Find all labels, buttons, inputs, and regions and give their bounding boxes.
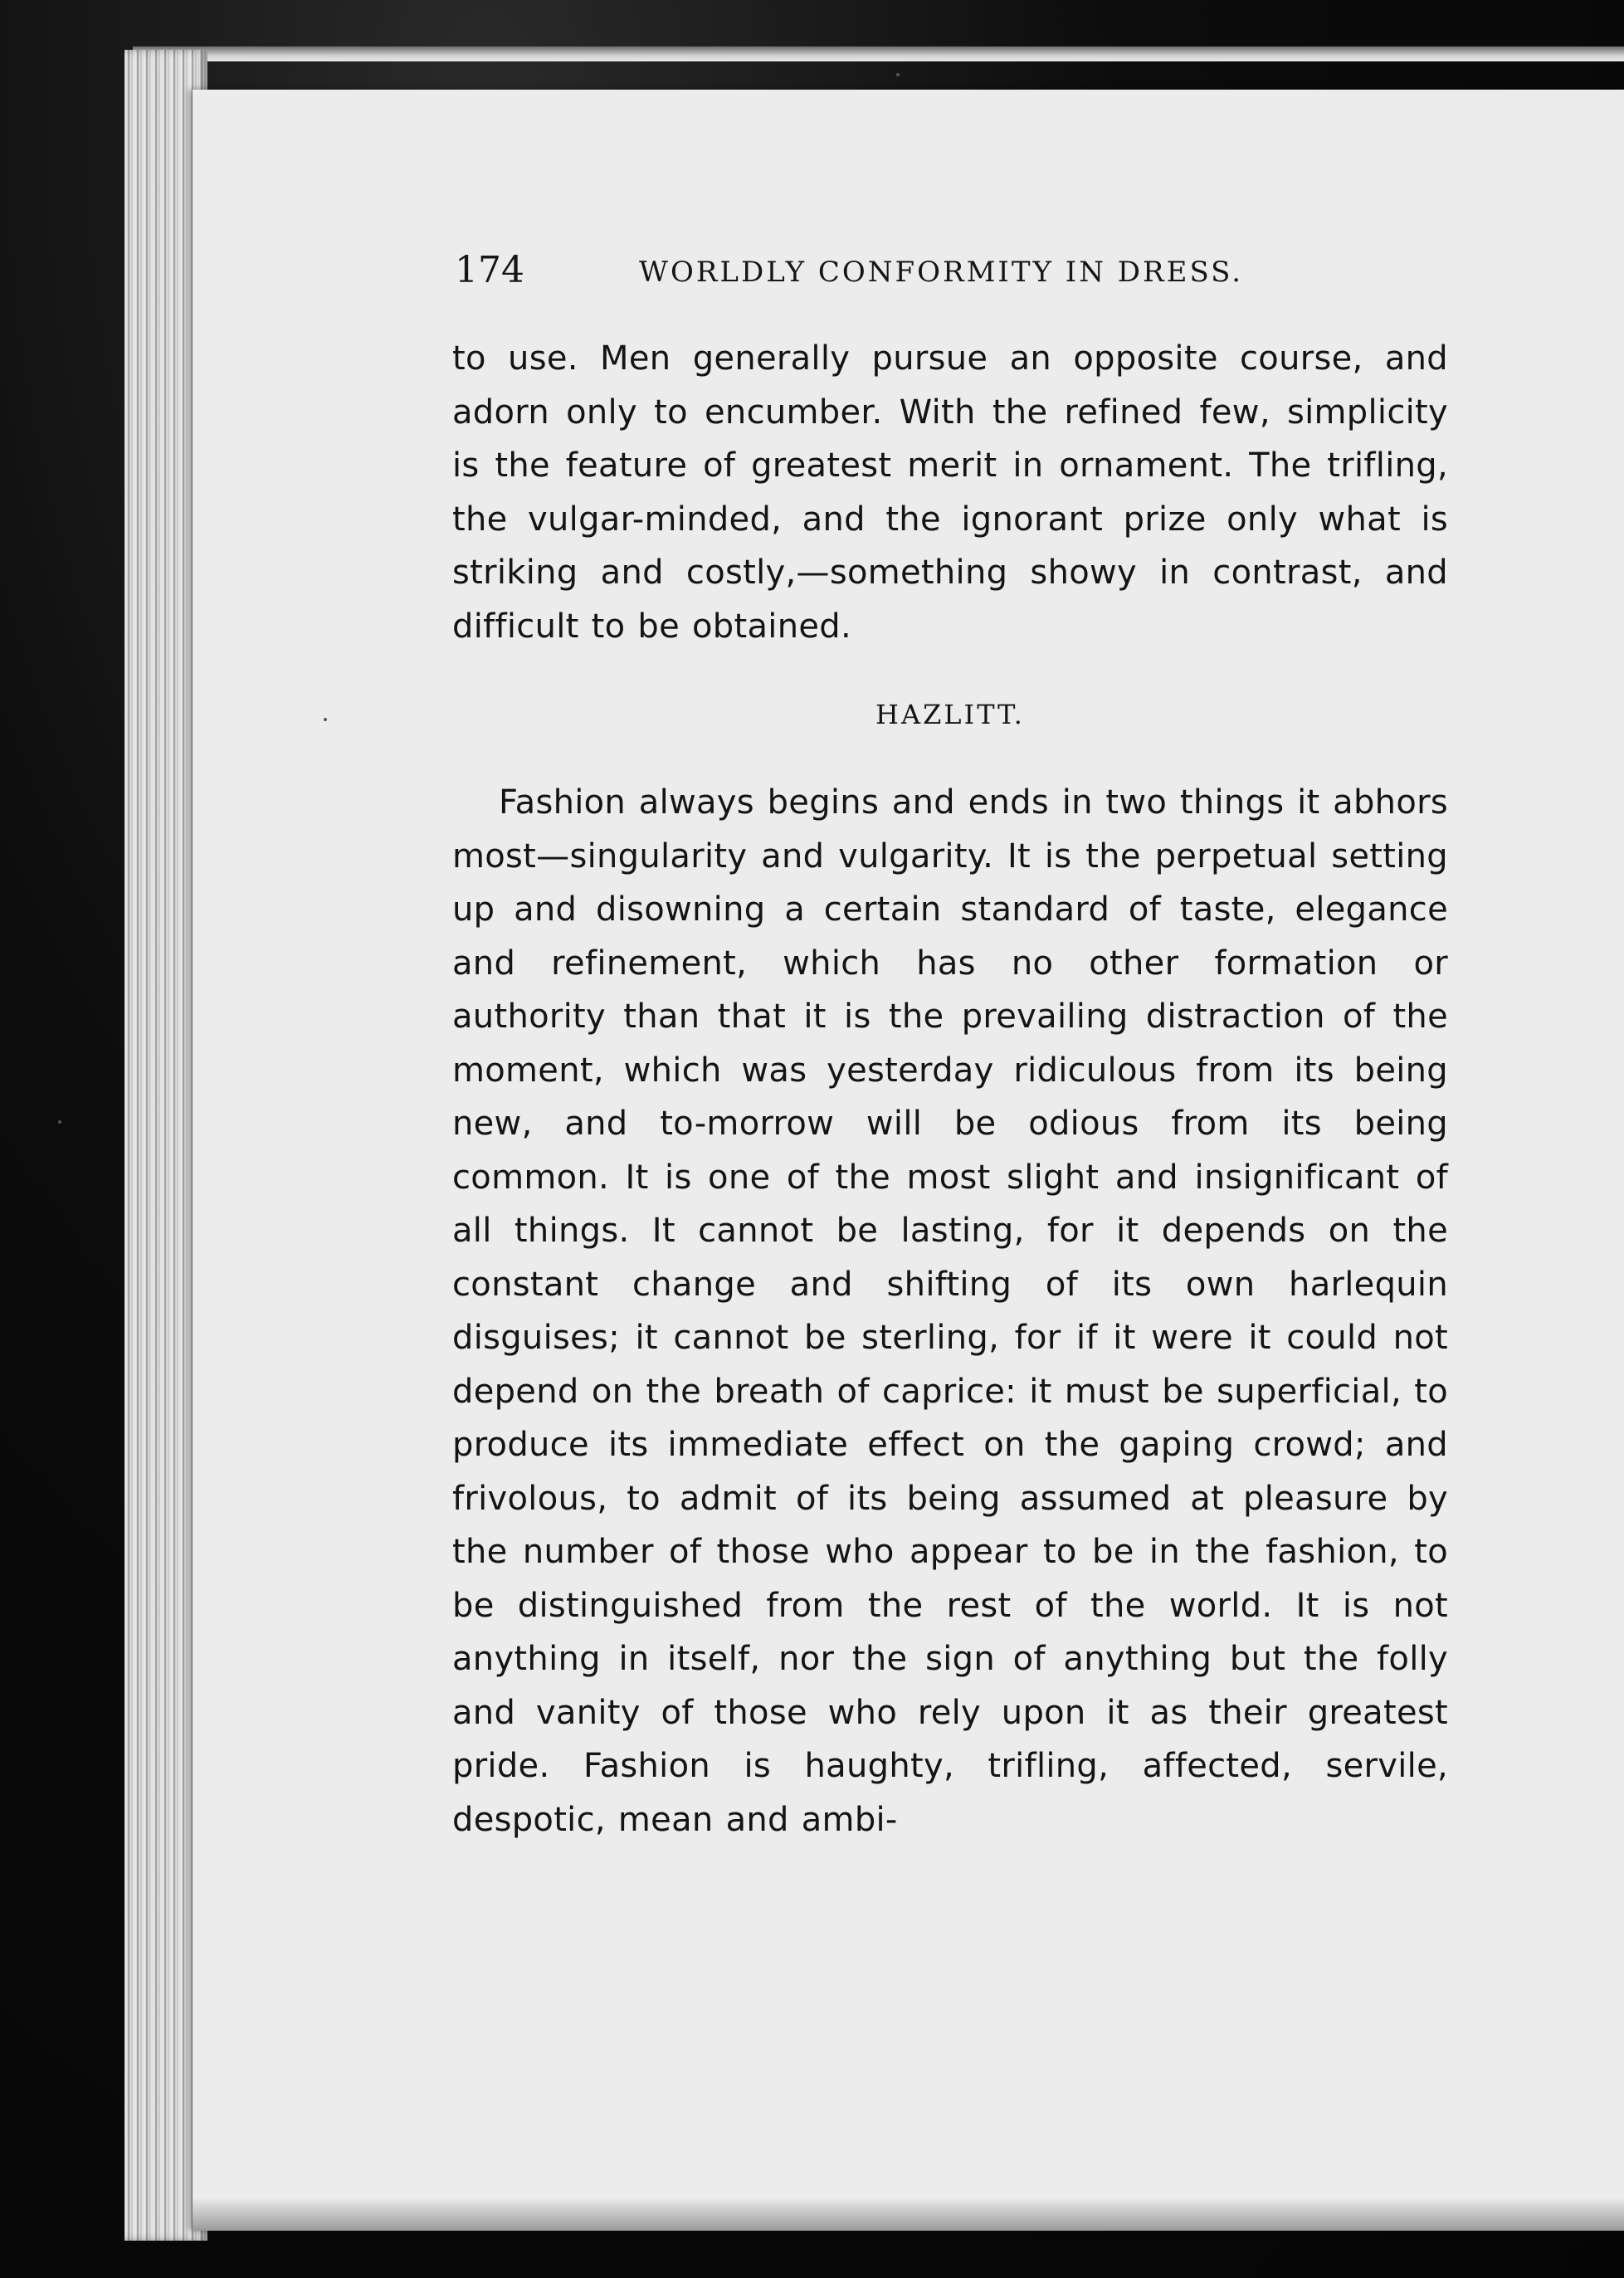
- page-number: 174: [455, 249, 524, 291]
- running-title: WORLDLY CONFORMITY IN DRESS.: [639, 256, 1244, 289]
- running-head: [455, 249, 1285, 299]
- scan-speck: [324, 718, 327, 721]
- body-text: [452, 332, 1448, 1846]
- author-heading: HAZLITT.: [875, 699, 1025, 730]
- paragraph-continued: to use. Men generally pursue an opposite course, and adorn only to encumber. With the refined few, simplicity is the feature of greatest merit in ornament. The trifling, the vulgar-minded, and the ignorant prize only what is striking and costly,—something showy in contrast, and difficult to be obtained.: [452, 339, 1448, 646]
- scan-speck: [58, 1120, 61, 1124]
- paragraph-hazlitt: Fashion always begins and ends in two things it abhors most—singularity and vulgarity. It is the perpetual setting up and disowning a certain standard of taste, elegance and refinement, which has no other formation or authority than that it is the prevailing distraction of the moment, which was yesterday ridiculous from its being new, and to-morrow will be odious from its being common. It is one of the most slight and insignificant of all things. It cannot be lasting, for it depends on the constant change and shifting of its own harlequin disguises; it cannot be sterling, for if it were it could not depend on the breath of caprice: it must be superficial, to produce its immediate effect on the gaping crowd; and frivolous, to admit of its being assumed at pleasure by the number of those who appear to be in the fashion, to be distinguished from the rest of the world. It is not anything in itself, nor the sign of anything but the folly and vanity of those who rely upon it as their greatest pride. Fashion is haughty, trifling, affected, servile, despotic, mean and ambi-: [452, 783, 1448, 1839]
- scan-speck: [896, 73, 900, 76]
- book-top-edge: [133, 46, 1624, 61]
